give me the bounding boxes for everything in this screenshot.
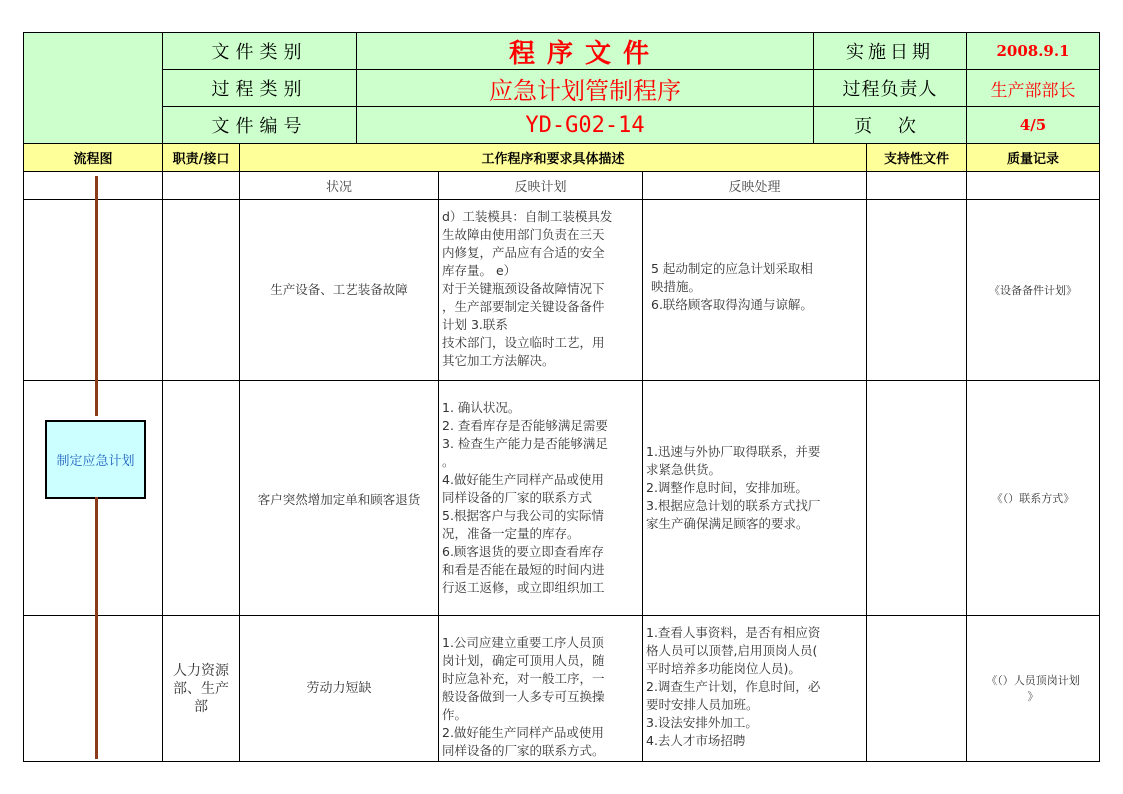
sub-support-blank [866, 171, 967, 200]
sub-resp-blank [162, 171, 240, 200]
owner-value: 生产部部长 [966, 69, 1100, 107]
row2-responsibility [162, 380, 240, 616]
handling-line: 3.根据应急计划的联系方式找厂 [646, 498, 821, 513]
doc-category-label: 文件类别 [162, 32, 357, 70]
plan-line: 2.做好能生产同样产品或使用 [442, 725, 604, 740]
plan-line: 1.公司应建立重要工序人员顶 [442, 635, 604, 650]
col-flowchart: 流程图 [23, 143, 163, 172]
plan-line: 。 [442, 454, 455, 469]
sub-response-handling: 反映处理 [642, 171, 867, 200]
plan-line: 般设备做到一人多专可互换操 [442, 689, 605, 704]
row3-handling [642, 615, 867, 762]
owner-label: 过程负责人 [813, 69, 967, 107]
page-value: 4/5 [966, 106, 1100, 144]
doc-number-label: 文件编号 [162, 106, 357, 144]
plan-line: 况，准备一定量的库存。 [442, 526, 580, 541]
plan-line: 同样设备的厂家的联系方式 [442, 490, 593, 505]
plan-line: 6.顾客退货的要立即查看库存 [442, 544, 604, 559]
handling-line: 2.调整作息时间，安排加班。 [646, 480, 808, 495]
row3-plan [438, 615, 643, 762]
doc-number-value: YD-G02-14 [356, 106, 814, 144]
row1-supporting [866, 199, 967, 381]
col-procedure: 工作程序和要求具体描述 [239, 143, 867, 172]
record-line: 》 [1027, 689, 1039, 703]
handling-line: 1.查看人事资料，是否有相应资 [646, 625, 821, 640]
impl-date-value: 2008.9.1 [966, 32, 1100, 70]
plan-line: 行返工返修，或立即组织加工 [442, 580, 605, 595]
plan-line: 生故障由使用部门负责在三天 [442, 227, 605, 242]
row1-flow [23, 199, 163, 381]
plan-line: d）工装模具：自制工装模具发 [442, 209, 613, 224]
doc-category-value: 程序文件 [356, 32, 814, 70]
flow-line-top [95, 176, 98, 416]
flow-line-bottom [95, 497, 98, 759]
row1-plan [438, 199, 643, 381]
plan-line: 4.做好能生产同样产品或使用 [442, 472, 604, 487]
handling-line: 6.联络顾客取得沟通与谅解。 [651, 297, 813, 312]
col-quality-records: 质量记录 [966, 143, 1100, 172]
col-supporting-docs: 支持性文件 [866, 143, 967, 172]
sub-record-blank [966, 171, 1100, 200]
row3-flow [23, 615, 163, 762]
plan-line: 技术部门，设立临时工艺，用 [442, 335, 605, 350]
responsibility-line: 人力资源 [173, 662, 229, 679]
handling-line: 平时培养多功能岗位人员)。 [646, 661, 801, 676]
handling-line: 映措施。 [651, 279, 702, 294]
plan-line: 和看是否能在最短的时间内进 [442, 562, 605, 577]
handling-line: 家生产确保满足顾客的要求。 [646, 516, 809, 531]
plan-line: 对于关键瓶颈设备故障情况下 [442, 281, 605, 296]
row2-handling [642, 380, 867, 616]
row2-plan [438, 380, 643, 616]
plan-line: 岗计划，确定可顶用人员，随 [442, 653, 605, 668]
plan-line: 内修复，产品应有合适的安全 [442, 245, 605, 260]
impl-date-label: 实施日期 [813, 32, 967, 70]
row2-supporting [866, 380, 967, 616]
page-label: 页 次 [813, 106, 967, 144]
row1-responsibility [162, 199, 240, 381]
row3-supporting [866, 615, 967, 762]
row3-responsibility [162, 615, 240, 762]
handling-line: 4.去人才市场招聘 [646, 733, 746, 748]
sub-situation: 状况 [239, 171, 439, 200]
record-line: 《（）人员顶岗计划 [986, 673, 1080, 687]
row1-handling [642, 199, 867, 381]
row3-situation: 劳动力短缺 [239, 615, 439, 762]
row2-situation: 客户突然增加定单和顾客退货 [239, 380, 439, 616]
handling-line: 3.设法安排外加工。 [646, 715, 758, 730]
flow-box-emergency-plan: 制定应急计划 [45, 420, 146, 499]
plan-line: 同样设备的厂家的联系方式。 [442, 743, 605, 758]
handling-line: 1.迅速与外协厂取得联系，并要 [646, 444, 821, 459]
plan-line: 作。 [442, 707, 468, 722]
row1-situation: 生产设备、工艺装备故障 [239, 199, 439, 381]
plan-line: 时应急补充，对一般工序，一 [442, 671, 605, 686]
handling-line: 5 起动制定的应急计划采取相 [651, 261, 813, 276]
process-title: 应急计划管制程序 [356, 69, 814, 107]
plan-line: 其它加工方法解决。 [442, 353, 555, 368]
plan-line: 2. 查看库存是否能够满足需要 [442, 418, 608, 433]
responsibility-line: 部、生产 [173, 680, 229, 697]
logo-cell [23, 32, 163, 144]
handling-line: 2.调查生产计划，作息时间，必 [646, 679, 821, 694]
process-category-label: 过程类别 [162, 69, 357, 107]
handling-line: 格人员可以顶替,启用顶岗人员( [646, 643, 818, 658]
col-responsibility: 职责/接口 [162, 143, 240, 172]
sub-flow-blank [23, 171, 163, 200]
sub-response-plan: 反映计划 [438, 171, 643, 200]
handling-line: 要时安排人员加班。 [646, 697, 759, 712]
plan-line: 库存量。 e） [442, 263, 517, 278]
plan-line: 5.根据客户与我公司的实际情 [442, 508, 604, 523]
handling-line: 求紧急供货。 [646, 462, 722, 477]
responsibility-line: 部 [194, 698, 208, 715]
plan-line: 1. 确认状况。 [442, 400, 521, 415]
plan-line: 计划 3.联系 [442, 317, 508, 332]
row3-record [966, 615, 1100, 762]
plan-line: ，生产部要制定关键设备备件 [442, 299, 605, 314]
row1-record: 《设备备件计划》 [966, 199, 1100, 381]
row2-record: 《（）联系方式》 [966, 380, 1100, 616]
plan-line: 3. 检查生产能力是否能够满足 [442, 436, 608, 451]
